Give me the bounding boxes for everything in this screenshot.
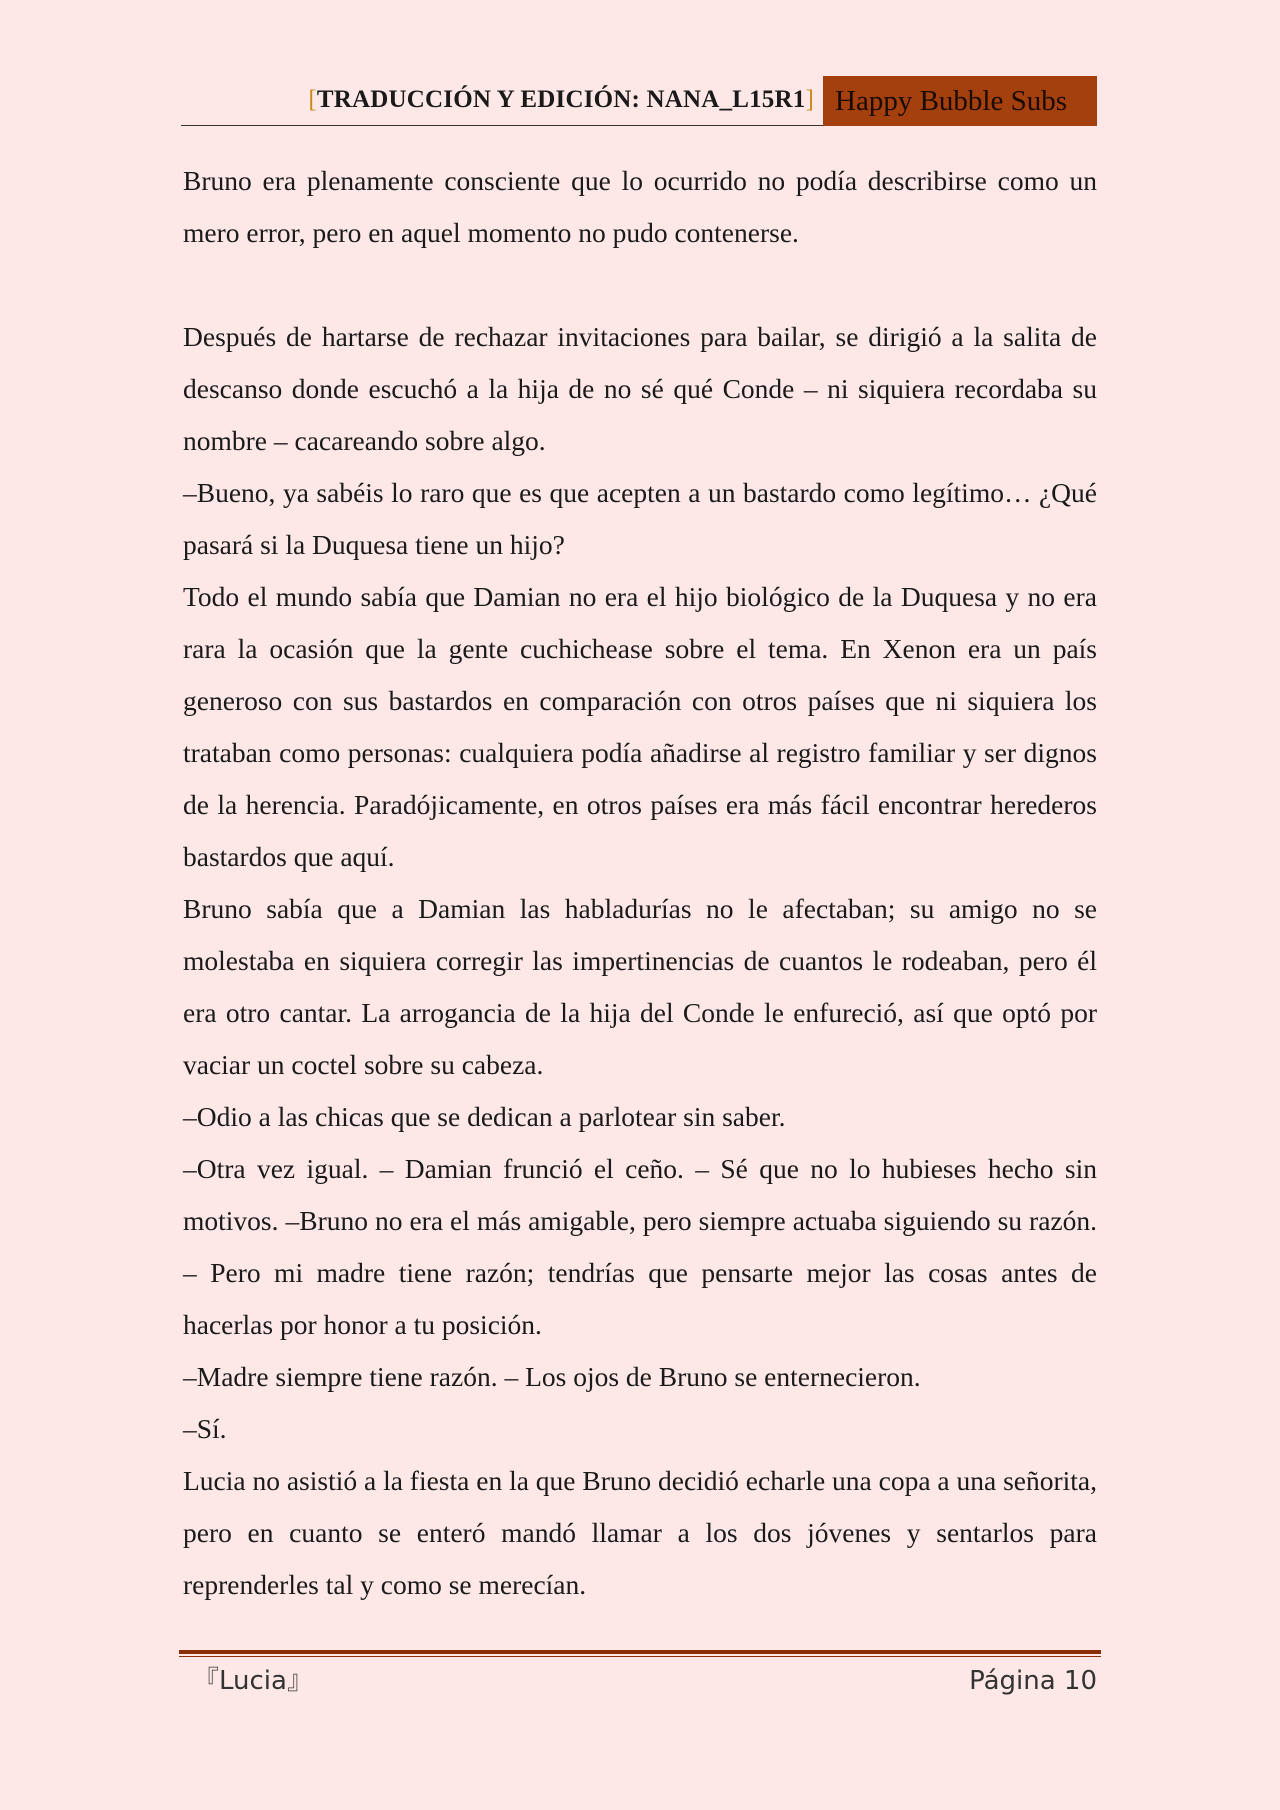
dialogue-line: –Sí. (183, 1413, 227, 1444)
page-body (183, 155, 1097, 1611)
book-title: 『Lucia』 (193, 1666, 313, 1696)
dialogue-line: –Bueno, ya sabéis lo raro que es que acepten a un bastardo como legítimo… ¿Qué pasará si la Duquesa tiene un hijo? (183, 477, 1097, 560)
page-number: Página 10 (969, 1666, 1097, 1696)
paragraph: Lucia no asistió a la fiesta en la que Bruno decidió echarle una copa a una señorita, pero en cuanto se enteró mandó llamar a los dos jóvenes y sentarlos para reprenderles tal y como se merecían. (183, 1465, 1098, 1600)
footer-divider-thin (179, 1656, 1101, 1657)
bracket-open: [ (308, 86, 317, 113)
paragraph: Bruno era plenamente consciente que lo ocurrido no podía describirse como un mero error, pero en aquel momento no pudo contenerse. (183, 165, 1097, 248)
header-title: TRADUCCIÓN Y EDICIÓN: NANA_L15R1 (316, 86, 806, 113)
bracket-close: ] (805, 86, 814, 113)
dialogue-line: –Odio a las chicas que se dedican a parlotear sin saber. (183, 1101, 786, 1132)
dialogue-line: –Madre siempre tiene razón. – Los ojos de Bruno se enternecieron. (183, 1361, 921, 1392)
dialogue-line: –Otra vez igual. – Damian frunció el ceño. – Sé que no lo hubieses hecho sin motivos. –Bruno no era el más amigable, pero siempre actuaba siguiendo su razón. – Pero mi madre tiene razón; tendrías que pensarte mejor las cosas antes de hacerlas por honor a tu posición. (183, 1153, 1097, 1340)
paragraph: Después de hartarse de rechazar invitaciones para bailar, se dirigió a la salita de descanso donde escuchó a la hija de no sé qué Conde – ni siquiera recordaba su nombre – cacareando sobre algo. (183, 321, 1097, 456)
page-header (181, 76, 1097, 126)
footer-divider (179, 1650, 1101, 1654)
paragraph: Bruno sabía que a Damian las habladurías no le afectaban; su amigo no se molestaba en siquiera corregir las impertinencias de cuantos le rodeaban, pero él era otro cantar. La arrogancia de la hija del Conde le enfureció, así que optó por vaciar un coctel sobre su cabeza. (183, 893, 1097, 1080)
brand-label: Happy Bubble Subs (823, 76, 1097, 126)
translator-credit (308, 86, 814, 114)
header-divider (181, 125, 823, 126)
paragraph: Todo el mundo sabía que Damian no era el hijo biológico de la Duquesa y no era rara la ocasión que la gente cuchichease sobre el tema. En Xenon era un país generoso con sus bastardos en comparación con otros países que ni siquiera los trataban como personas: cualquiera podía añadirse al registro familiar y ser dignos de la herencia. Paradójicamente, en otros países era más fácil encontrar herederos bastardos que aquí. (183, 581, 1097, 872)
